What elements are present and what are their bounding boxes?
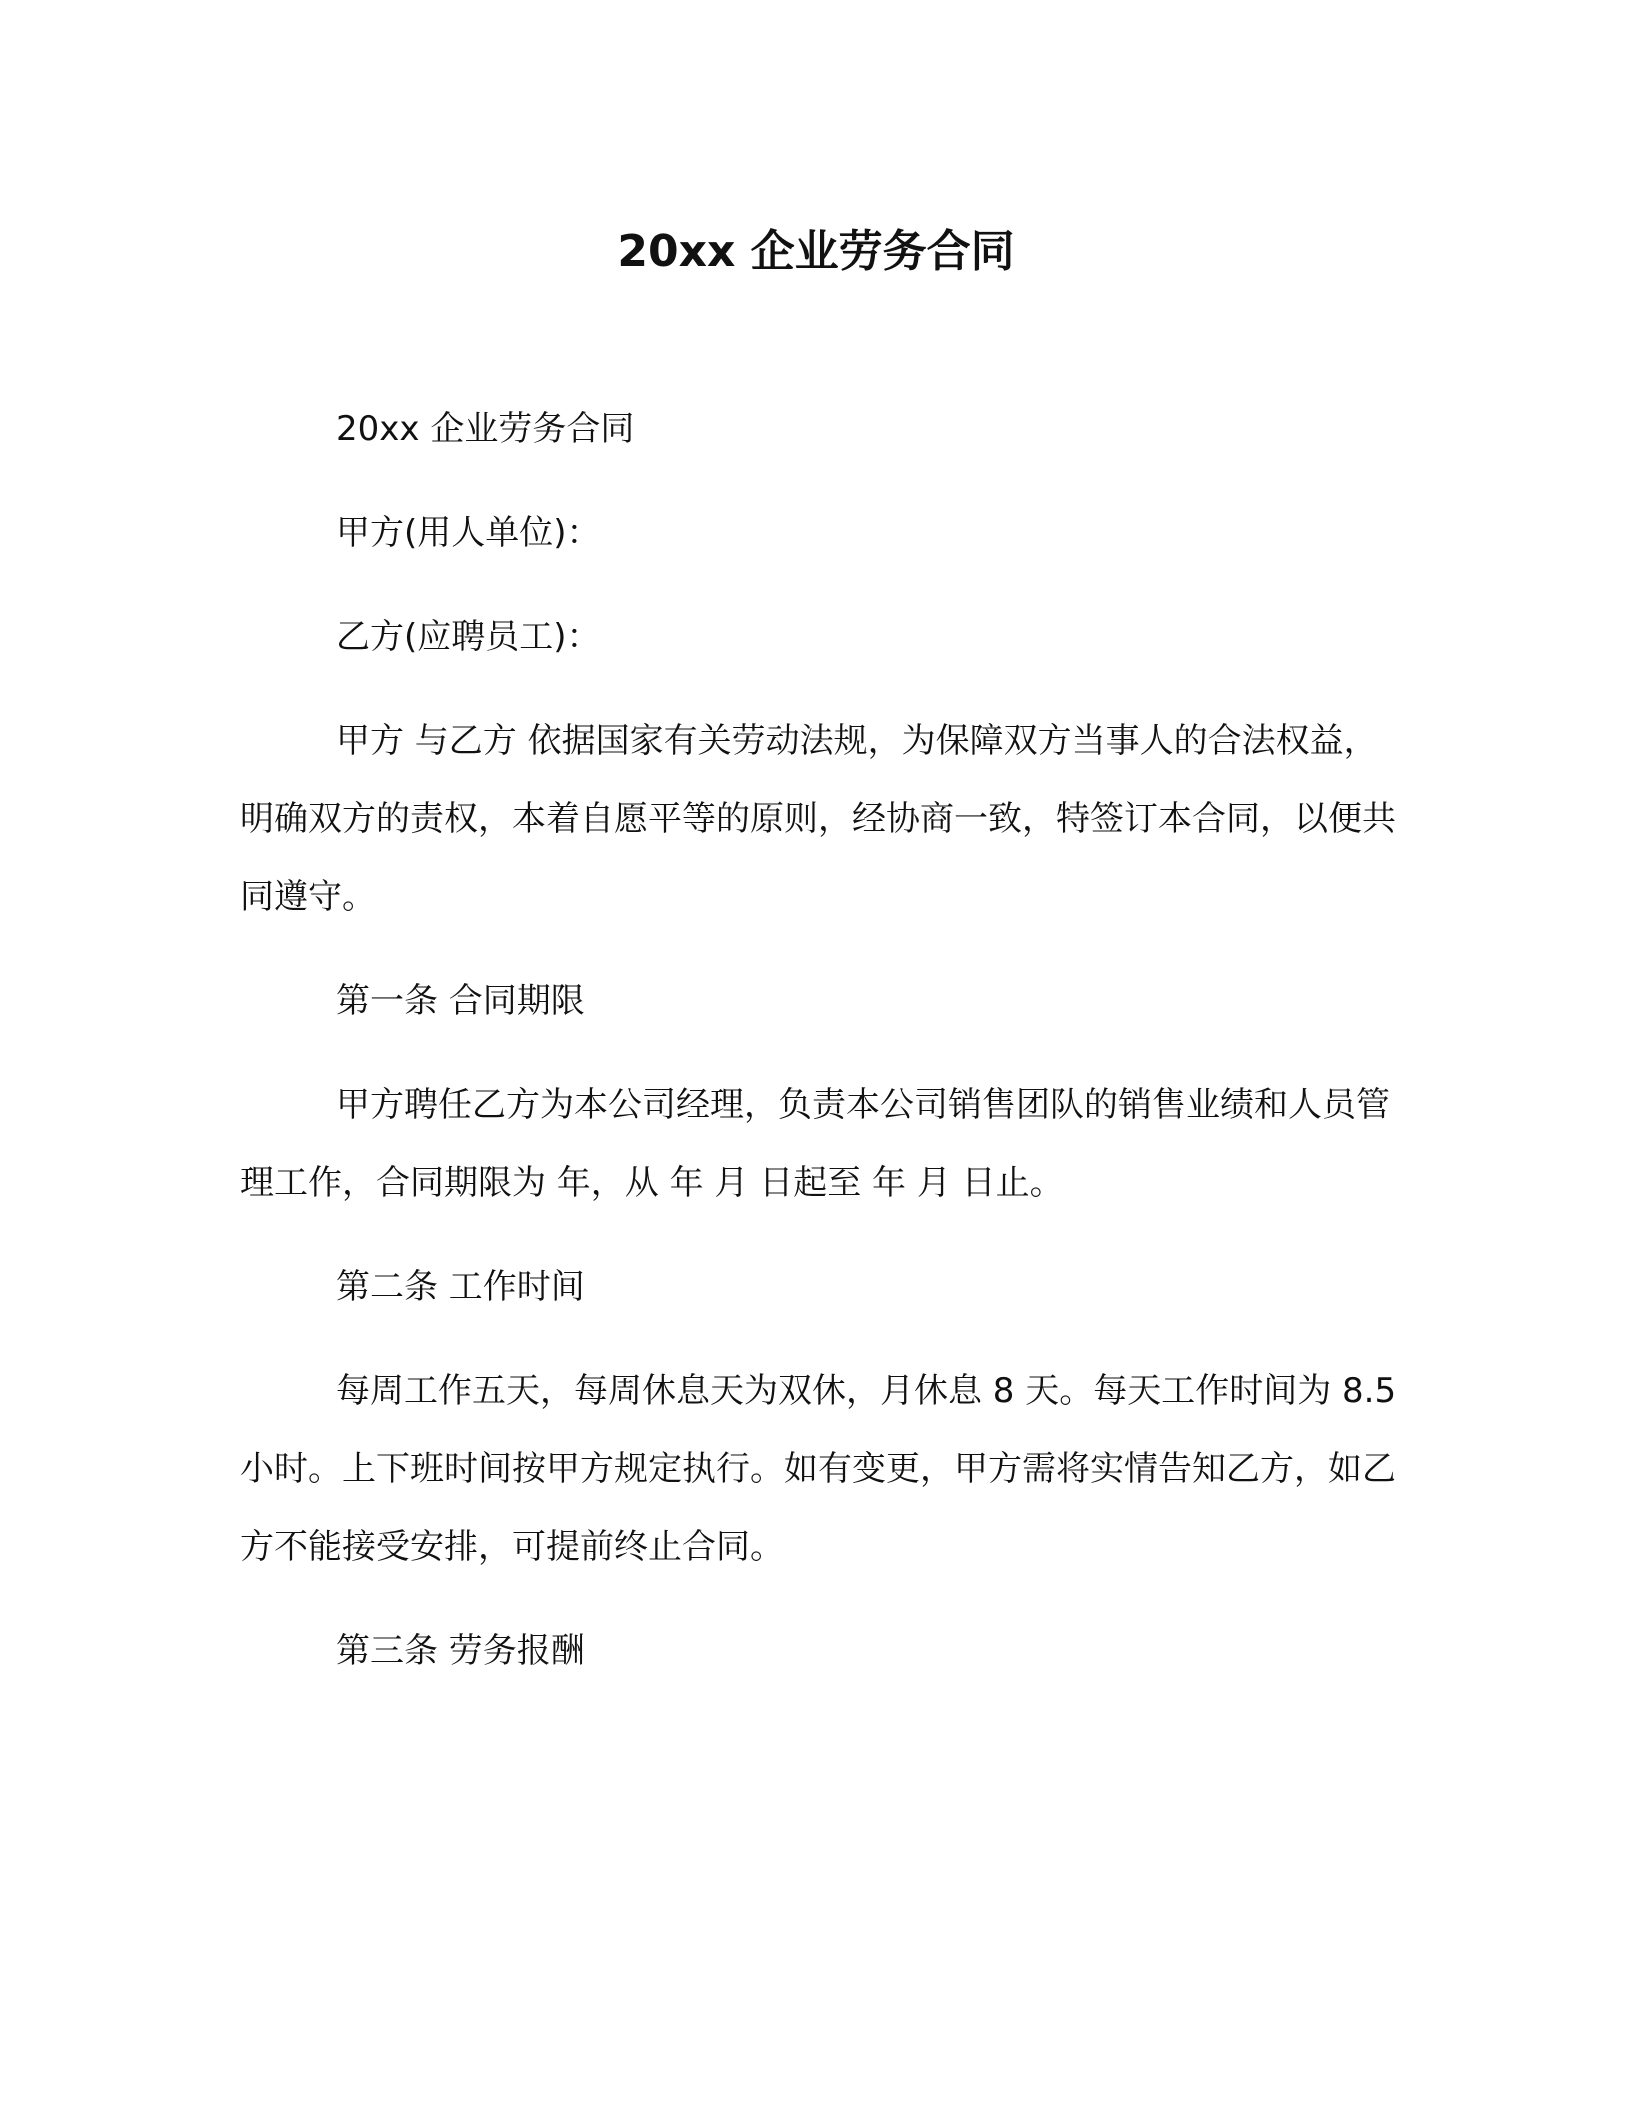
paragraph-preamble: 甲方 与乙方 依据国家有关劳动法规，为保障双方当事人的合法权益，明确双方的责权，本着自愿平等的原则，经协商一致，特签订本合同，以便共同遵守。 (240, 721, 1396, 917)
article-3-heading: 第三条 劳务报酬 (336, 1631, 585, 1671)
article-1-body: 甲方聘任乙方为本公司经理，负责本公司销售团队的销售业绩和人员管理工作，合同期限为 年，从 年 月 日起至 年 月 日止。 (240, 1085, 1390, 1203)
document-body (240, 390, 1400, 1716)
article-1-heading: 第一条 合同期限 (336, 981, 585, 1021)
paragraph-party-b: 乙方(应聘员工)： (336, 617, 601, 657)
article-2-heading: 第二条 工作时间 (336, 1267, 585, 1307)
paragraph-subtitle: 20xx 企业劳务合同 (336, 409, 635, 449)
document-title: 20xx 企业劳务合同 (617, 226, 1015, 277)
article-2-body: 每周工作五天，每周休息天为双休，月休息 8 天。每天工作时间为 8.5 小时。上下班时间按甲方规定执行。如有变更，甲方需将实情告知乙方，如乙方不能接受安排，可提前终止合同。 (240, 1371, 1397, 1567)
paragraph-party-a: 甲方(用人单位)： (336, 513, 601, 553)
